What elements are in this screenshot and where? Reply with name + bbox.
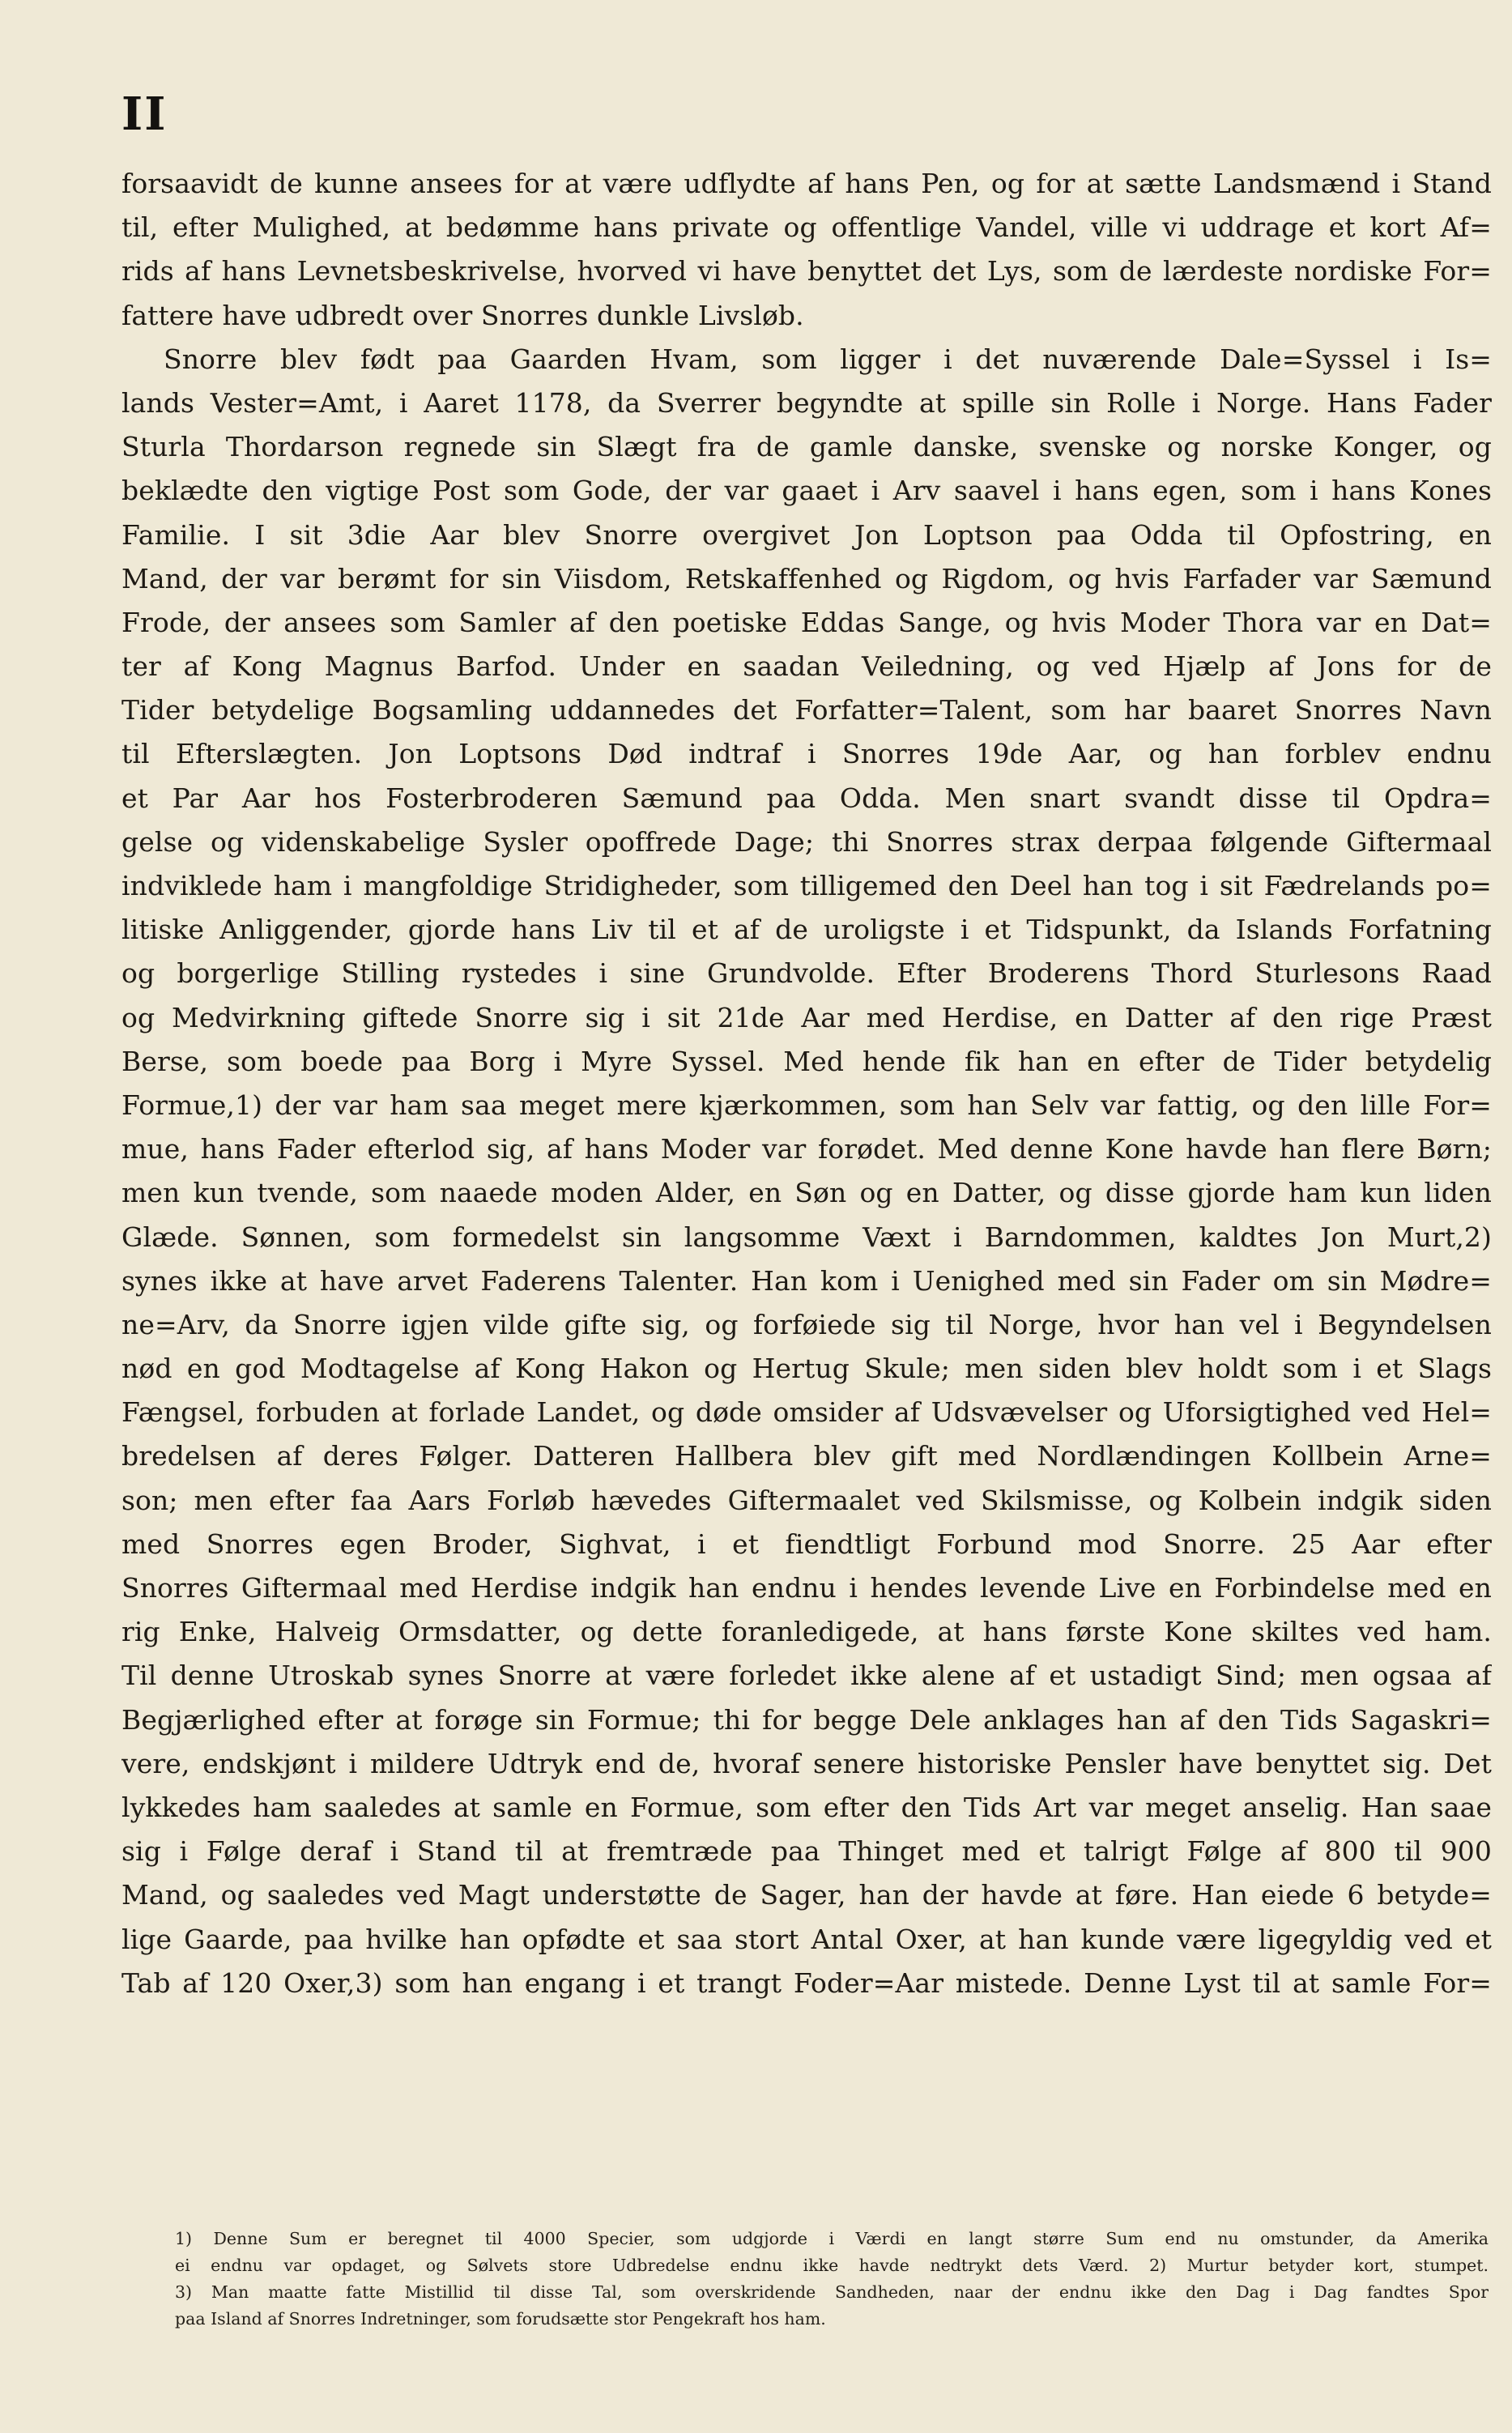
text-line: Snorre blev født paa Gaarden Hvam, som ligger i det nuværende Dale=Syssel i Is= bbox=[164, 343, 1492, 375]
body-text bbox=[121, 162, 1492, 2005]
text-line: synes ikke at have arvet Faderens Talenter. Han kom i Uenighed med sin Fader om sin Mødre= bbox=[121, 1264, 1492, 1297]
text-line: og borgerlige Stilling rystedes i sine Grundvolde. Efter Broderens Thord Sturlesons Raad bbox=[121, 957, 1492, 990]
text-line: fattere have udbredt over Snorres dunkle Livsløb. bbox=[121, 299, 804, 331]
text-line: Tab af 120 Oxer,3) som han engang i et trangt Foder=Aar mistede. Denne Lyst til at samle For= bbox=[121, 1966, 1492, 1999]
text-line: bredelsen af deres Følger. Datteren Hallbera blev gift med Nordlændingen Kollbein Arne= bbox=[121, 1440, 1492, 1472]
text-line: ne=Arv, da Snorre igjen vilde gifte sig, og forføiede sig til Norge, hvor han vel i Begyndelsen bbox=[121, 1308, 1492, 1340]
text-line: Frode, der ansees som Samler af den poetiske Eddas Sange, og hvis Moder Thora var en Dat= bbox=[121, 606, 1492, 638]
text-line: til, efter Mulighed, at bedømme hans private og offentlige Vandel, ville vi uddrage et kort Af= bbox=[121, 211, 1492, 244]
footnote-line: ei endnu var opdaget, og Sølvets store Udbredelse endnu ikke havde nedtrykt dets Værd. 2) Murtur betyder kort, stumpet. bbox=[175, 2256, 1489, 2275]
text-line: lykkedes ham saaledes at samle en Formue, som efter den Tids Art var meget anselig. Han saae bbox=[121, 1791, 1492, 1823]
text-line: lige Gaarde, paa hvilke han opfødte et saa stort Antal Oxer, at han kunde være ligegyldig ved et bbox=[121, 1923, 1492, 1955]
text-line: forsaavidt de kunne ansees for at være udflydte af hans Pen, og for at sætte Landsmænd i Stand bbox=[121, 168, 1492, 199]
text-line: Sturla Thordarson regnede sin Slægt fra de gamle danske, svenske og norske Konger, og bbox=[121, 431, 1492, 463]
text-line: Formue,1) der var ham saa meget mere kjærkommen, som han Selv var fattig, og den lille For= bbox=[121, 1089, 1492, 1121]
footnote-line: 3) Man maatte fatte Mistillid til disse Tal, som overskridende Sandheden, naar der endnu ikke den Dag i Dag fandtes Spor bbox=[175, 2282, 1489, 2302]
text-line: men kun tvende, som naaede moden Alder, en Søn og en Datter, og disse gjorde ham kun liden bbox=[121, 1177, 1492, 1209]
text-line: Mand, der var berømt for sin Viisdom, Retskaffenhed og Rigdom, og hvis Farfader var Sæmund bbox=[121, 562, 1492, 594]
text-line: Mand, og saaledes ved Magt understøtte de Sager, han der havde at føre. Han eiede 6 betyde= bbox=[121, 1879, 1492, 1911]
text-line: mue, hans Fader efterlod sig, af hans Moder var forødet. Med denne Kone havde han flere Børn; bbox=[121, 1133, 1492, 1165]
text-line: Til denne Utroskab synes Snorre at være forledet ikke alene af et ustadigt Sind; men ogsaa af bbox=[121, 1660, 1492, 1692]
text-line: litiske Anliggender, gjorde hans Liv til et af de uroligste i et Tidspunkt, da Islands Forfatning bbox=[121, 914, 1492, 946]
footnotes bbox=[175, 2226, 1489, 2333]
text-line: rig Enke, Halveig Ormsdatter, og dette foranledigede, at hans første Kone skiltes ved ham. bbox=[121, 1616, 1492, 1648]
text-line: beklædte den vigtige Post som Gode, der var gaaet i Arv saavel i hans egen, som i hans Kones bbox=[121, 475, 1492, 507]
text-line: Snorres Giftermaal med Herdise indgik han endnu i hendes levende Live en Forbindelse med en bbox=[121, 1572, 1492, 1604]
text-line: Familie. I sit 3die Aar blev Snorre overgivet Jon Loptson paa Odda til Opfostring, en bbox=[121, 518, 1492, 551]
text-line: til Efterslægten. Jon Loptsons Død indtraf i Snorres 19de Aar, og han forblev endnu bbox=[121, 738, 1492, 770]
text-line: ter af Kong Magnus Barfod. Under en saadan Veiledning, og ved Hjælp af Jons for de bbox=[121, 650, 1492, 683]
text-line: Fængsel, forbuden at forlade Landet, og døde omsider af Udsvævelser og Uforsigtighed ved Hel= bbox=[121, 1396, 1492, 1429]
text-line: gelse og videnskabelige Sysler opoffrede Dage; thi Snorres strax derpaa følgende Giftermaal bbox=[121, 825, 1492, 858]
text-line: vere, endskjønt i mildere Udtryk end de, hvoraf senere historiske Pensler have benyttet sig. Det bbox=[121, 1747, 1492, 1779]
text-line: son; men efter faa Aars Forløb hævedes Giftermaalet ved Skilsmisse, og Kolbein indgik siden bbox=[121, 1484, 1492, 1516]
text-line: med Snorres egen Broder, Sighvat, i et fiendtligt Forbund mod Snorre. 25 Aar efter bbox=[121, 1528, 1492, 1560]
text-line: sig i Følge deraf i Stand til at fremtræde paa Thinget med et talrigt Følge af 800 til 900 bbox=[121, 1835, 1492, 1868]
text-line: nød en god Modtagelse af Kong Hakon og Hertug Skule; men siden blev holdt som i et Slags bbox=[121, 1353, 1492, 1385]
text-line: Glæde. Sønnen, som formedelst sin langsomme Væxt i Barndommen, kaldtes Jon Murt,2) bbox=[121, 1221, 1492, 1253]
text-line: og Medvirkning giftede Snorre sig i sit 21de Aar med Herdise, en Datter af den rige Præst bbox=[121, 1001, 1492, 1033]
footnote-line: paa Island af Snorres Indretninger, som forudsætte stor Pengekraft hos ham. bbox=[175, 2309, 826, 2329]
page-number: II bbox=[121, 87, 168, 141]
text-line: rids af hans Levnetsbeskrivelse, hvorved vi have benyttet det Lys, som de lærdeste nordiske For= bbox=[121, 255, 1492, 288]
text-line: Tider betydelige Bogsamling uddannedes det Forfatter=Talent, som har baaret Snorres Navn bbox=[121, 694, 1492, 726]
text-line: Begjærlighed efter at forøge sin Formue; thi for begge Dele anklages han af den Tids Sagaskri= bbox=[121, 1703, 1492, 1736]
text-line: indviklede ham i mangfoldige Stridigheder, som tilligemed den Deel han tog i sit Fædrelands po= bbox=[121, 870, 1492, 901]
footnote-line: 1) Denne Sum er beregnet til 4000 Specier, som udgjorde i Værdi en langt større Sum end nu omstunder, da Amerika bbox=[175, 2229, 1489, 2248]
text-line: Berse, som boede paa Borg i Myre Syssel. Med hende fik han en efter de Tider betydelig bbox=[121, 1045, 1492, 1077]
text-line: et Par Aar hos Fosterbroderen Sæmund paa Odda. Men snart svandt disse til Opdra= bbox=[121, 782, 1492, 814]
text-line: lands Vester=Amt, i Aaret 1178, da Sverrer begyndte at spille sin Rolle i Norge. Hans Fader bbox=[121, 386, 1492, 419]
